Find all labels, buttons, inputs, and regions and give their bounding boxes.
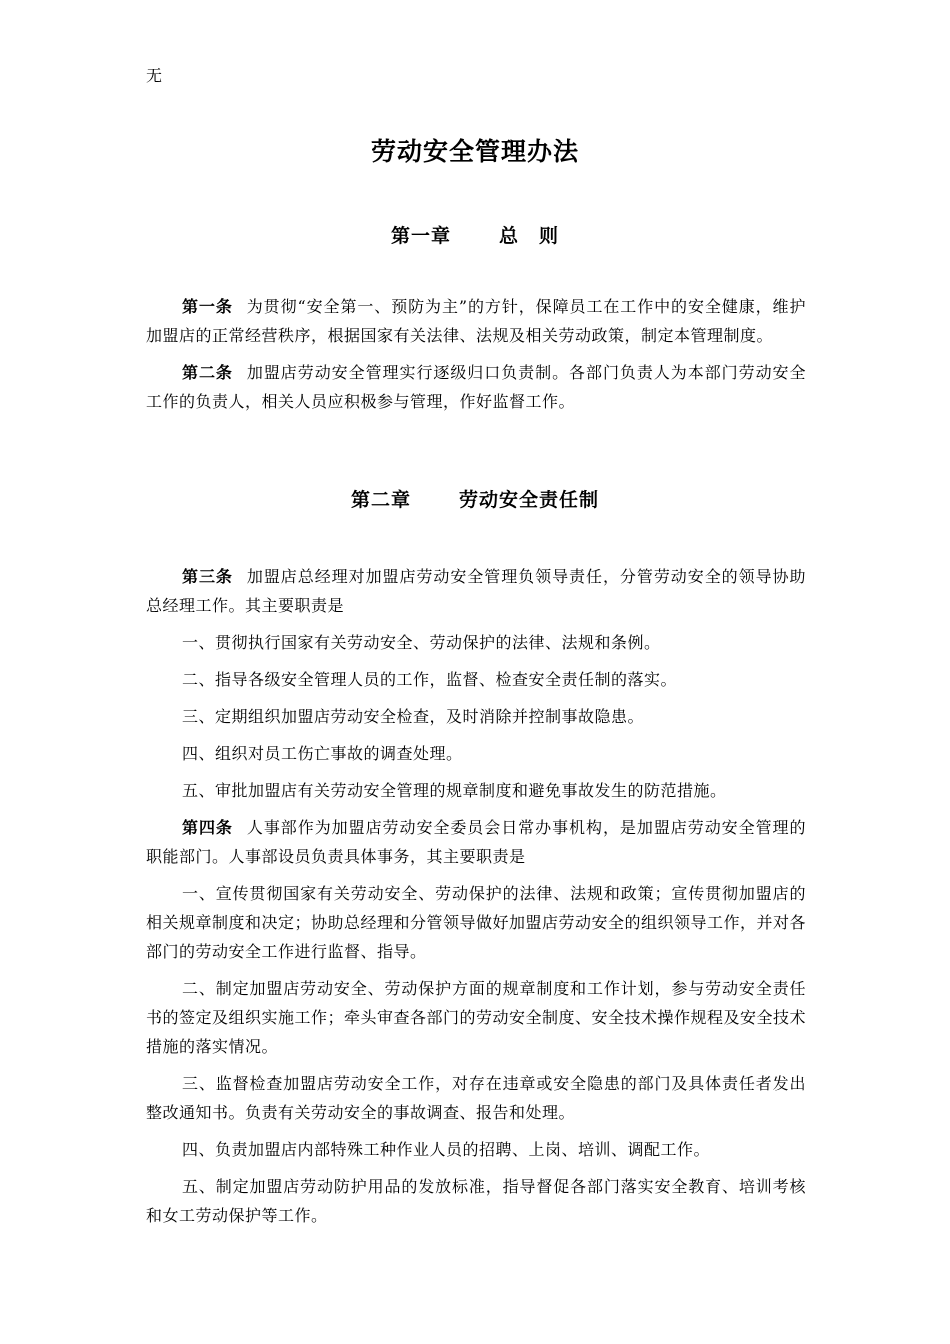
list-item [146, 776, 806, 805]
chapter-1-body [146, 292, 806, 424]
list-item [146, 702, 806, 731]
list-item [146, 1135, 806, 1164]
article-paragraph [146, 562, 806, 620]
chapter-2-body [146, 562, 806, 1238]
paragraph-text: 四、组织对员工伤亡事故的调查处理。 [182, 744, 463, 763]
article-number: 第二条 [182, 363, 233, 382]
header-mark: 无 [146, 66, 163, 85]
list-item [146, 739, 806, 768]
paragraph-text: 二、制定加盟店劳动安全、劳动保护方面的规章制度和工作计划，参与劳动安全责任书的签定及组织实施工作；牵头审查各部门的劳动安全制度、安全技术操作规程及安全技术措施的落实情况。 [146, 979, 807, 1056]
chapter-name: 总 则 [499, 225, 560, 247]
paragraph-text: 一、宣传贯彻国家有关劳动安全、劳动保护的法律、法规和政策；宣传贯彻加盟店的相关规章制度和决定；协助总经理和分管领导做好加盟店劳动安全的组织领导工作，并对各部门的劳动安全工作进行监督、指导。 [146, 884, 807, 961]
paragraph-text: 为贯彻“安全第一、预防为主”的方针，保障员工在工作中的安全健康，维护加盟店的正常经营秩序，根据国家有关法律、法规及相关劳动政策，制定本管理制度。 [146, 297, 806, 345]
paragraph-text: 五、制定加盟店劳动防护用品的发放标准，指导督促各部门落实安全教育、培训考核和女工劳动保护等工作。 [146, 1177, 806, 1225]
list-item [146, 628, 806, 657]
list-item [146, 665, 806, 694]
article-paragraph [146, 358, 806, 416]
chapter-name: 劳动安全责任制 [459, 489, 600, 511]
article-number: 第一条 [182, 297, 233, 316]
chapter-heading-2 [0, 486, 950, 514]
paragraph-text: 三、监督检查加盟店劳动安全工作，对存在违章或安全隐患的部门及具体责任者发出整改通知书。负责有关劳动安全的事故调查、报告和处理。 [146, 1074, 806, 1122]
paragraph-text: 加盟店总经理对加盟店劳动安全管理负领导责任，分管劳动安全的领导协助总经理工作。其主要职责是 [146, 567, 806, 615]
article-paragraph [146, 292, 806, 350]
chapter-number: 第二章 [350, 489, 411, 511]
paragraph-text: 二、指导各级安全管理人员的工作，监督、检查安全责任制的落实。 [182, 670, 678, 689]
chapter-heading-1 [0, 222, 950, 250]
paragraph-text: 加盟店劳动安全管理实行逐级归口负责制。各部门负责人为本部门劳动安全工作的负责人，相关人员应积极参与管理，作好监督工作。 [146, 363, 806, 411]
article-number: 第四条 [182, 818, 233, 837]
article-number: 第三条 [182, 567, 233, 586]
paragraph-text: 五、审批加盟店有关劳动安全管理的规章制度和避免事故发生的防范措施。 [182, 781, 727, 800]
list-item [146, 879, 806, 966]
list-item [146, 1172, 806, 1230]
chapter-number: 第一章 [390, 225, 451, 247]
paragraph-text: 一、贯彻执行国家有关劳动安全、劳动保护的法律、法规和条例。 [182, 633, 661, 652]
paragraph-text: 三、定期组织加盟店劳动安全检查，及时消除并控制事故隐患。 [182, 707, 645, 726]
list-item [146, 1069, 806, 1127]
paragraph-text: 四、负责加盟店内部特殊工种作业人员的招聘、上岗、培训、调配工作。 [182, 1140, 711, 1159]
document-title: 劳动安全管理办法 [370, 137, 579, 166]
list-item [146, 974, 806, 1061]
article-paragraph [146, 813, 806, 871]
paragraph-text: 人事部作为加盟店劳动安全委员会日常办事机构，是加盟店劳动安全管理的职能部门。人事部设员负责具体事务，其主要职责是 [146, 818, 806, 866]
